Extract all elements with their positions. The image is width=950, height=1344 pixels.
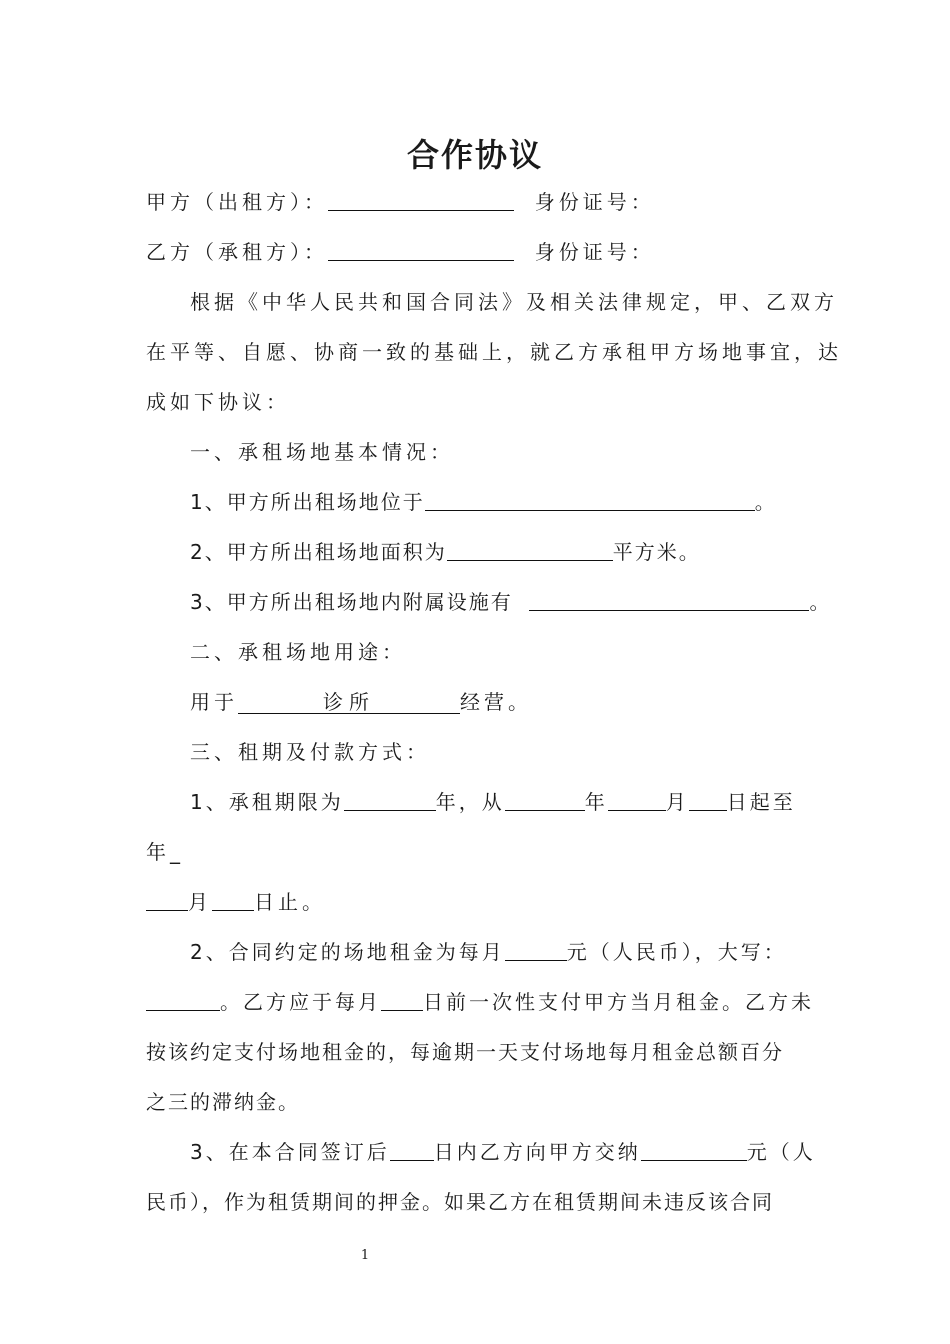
section1-item1 — [190, 488, 777, 516]
term-h: 日止。 — [254, 890, 326, 914]
area-blank[interactable] — [447, 540, 613, 561]
term-line-1 — [190, 788, 796, 816]
rent-b: 元（人民币），大写： — [566, 940, 787, 964]
party-a-line — [146, 188, 655, 216]
section1-item2 — [190, 538, 701, 566]
rent-line-1 — [190, 938, 787, 966]
section1-heading: 一、承租场地基本情况： — [190, 440, 454, 464]
rent-in-words-blank[interactable] — [146, 990, 220, 1011]
term-years-blank[interactable] — [344, 790, 436, 811]
party-a-label: 甲方（出租方）： — [146, 190, 328, 214]
term-e: 日起至 — [726, 790, 796, 814]
term-g: 月 — [188, 890, 212, 914]
party-a-id-label: 身份证号： — [534, 190, 655, 214]
deposit-line-1 — [190, 1138, 816, 1166]
location-blank[interactable] — [425, 490, 755, 511]
monthly-rent-blank[interactable] — [505, 940, 567, 961]
item3-label: 3、甲方所出租场地内附属设施有 — [190, 590, 513, 614]
term-line-2: 年_ — [146, 840, 184, 864]
use-prefix: 用于 — [190, 690, 238, 714]
deposit-line-2: 民币），作为租赁期间的押金。如果乙方在租赁期间未违反该合同 — [146, 1190, 774, 1214]
deposit-amount-blank[interactable] — [641, 1140, 747, 1161]
term-a: 1、承租期限为 — [190, 790, 344, 814]
section1-item3 — [190, 588, 831, 616]
intro-line-3: 成如下协议： — [146, 390, 290, 414]
dep-c: 元（人 — [746, 1140, 816, 1164]
pay-day-blank[interactable] — [381, 990, 423, 1011]
page-number: 1 — [360, 1248, 370, 1263]
party-b-label: 乙方（承租方）： — [146, 240, 328, 264]
document-title: 合作协议 — [406, 136, 543, 174]
rent-line-2 — [146, 988, 814, 1016]
item3-end: 。 — [809, 590, 832, 614]
item2-end: 平方米。 — [612, 540, 701, 564]
party-b-name-blank[interactable] — [328, 240, 514, 261]
deposit-days-blank[interactable] — [390, 1140, 434, 1161]
start-year-blank[interactable] — [505, 790, 585, 811]
term-c: 年 — [584, 790, 608, 814]
party-b-id-label: 身份证号： — [534, 240, 655, 264]
rent-d: 日前一次性支付甲方当月租金。乙方未 — [423, 990, 814, 1014]
rent-a: 2、合同约定的场地租金为每月 — [190, 940, 505, 964]
rent-line-4: 之三的滞纳金。 — [146, 1090, 300, 1114]
intro-line-1: 根据《中华人民共和国合同法》及相关法律规定，甲、乙双方 — [190, 290, 838, 314]
rent-c: 。乙方应于每月 — [220, 990, 381, 1014]
use-value-blank[interactable]: 诊所 — [238, 691, 460, 714]
dep-a: 3、在本合同签订后 — [190, 1140, 390, 1164]
rent-line-3: 按该约定支付场地租金的，每逾期一天支付场地每月租金总额百分 — [146, 1040, 784, 1064]
dep-b: 日内乙方向甲方交纳 — [433, 1140, 641, 1164]
item1-end: 。 — [754, 490, 777, 514]
term-b: 年，从 — [435, 790, 505, 814]
end-month-blank[interactable] — [146, 890, 188, 911]
party-a-name-blank[interactable] — [328, 190, 514, 211]
section2-use-line — [190, 688, 532, 716]
term-line-3 — [146, 888, 326, 916]
item1-label: 1、甲方所出租场地位于 — [190, 490, 425, 514]
term-d: 月 — [665, 790, 689, 814]
section2-heading: 二、承租场地用途： — [190, 640, 406, 664]
end-day-blank[interactable] — [212, 890, 254, 911]
item2-label: 2、甲方所出租场地面积为 — [190, 540, 447, 564]
party-b-line — [146, 238, 655, 266]
use-suffix: 经营。 — [460, 690, 532, 714]
start-day-blank[interactable] — [689, 790, 727, 811]
intro-line-2: 在平等、自愿、协商一致的基础上，就乙方承租甲方场地事宜，达 — [146, 340, 842, 364]
section3-heading: 三、租期及付款方式： — [190, 740, 430, 764]
start-month-blank[interactable] — [608, 790, 666, 811]
facilities-blank[interactable] — [529, 590, 809, 611]
